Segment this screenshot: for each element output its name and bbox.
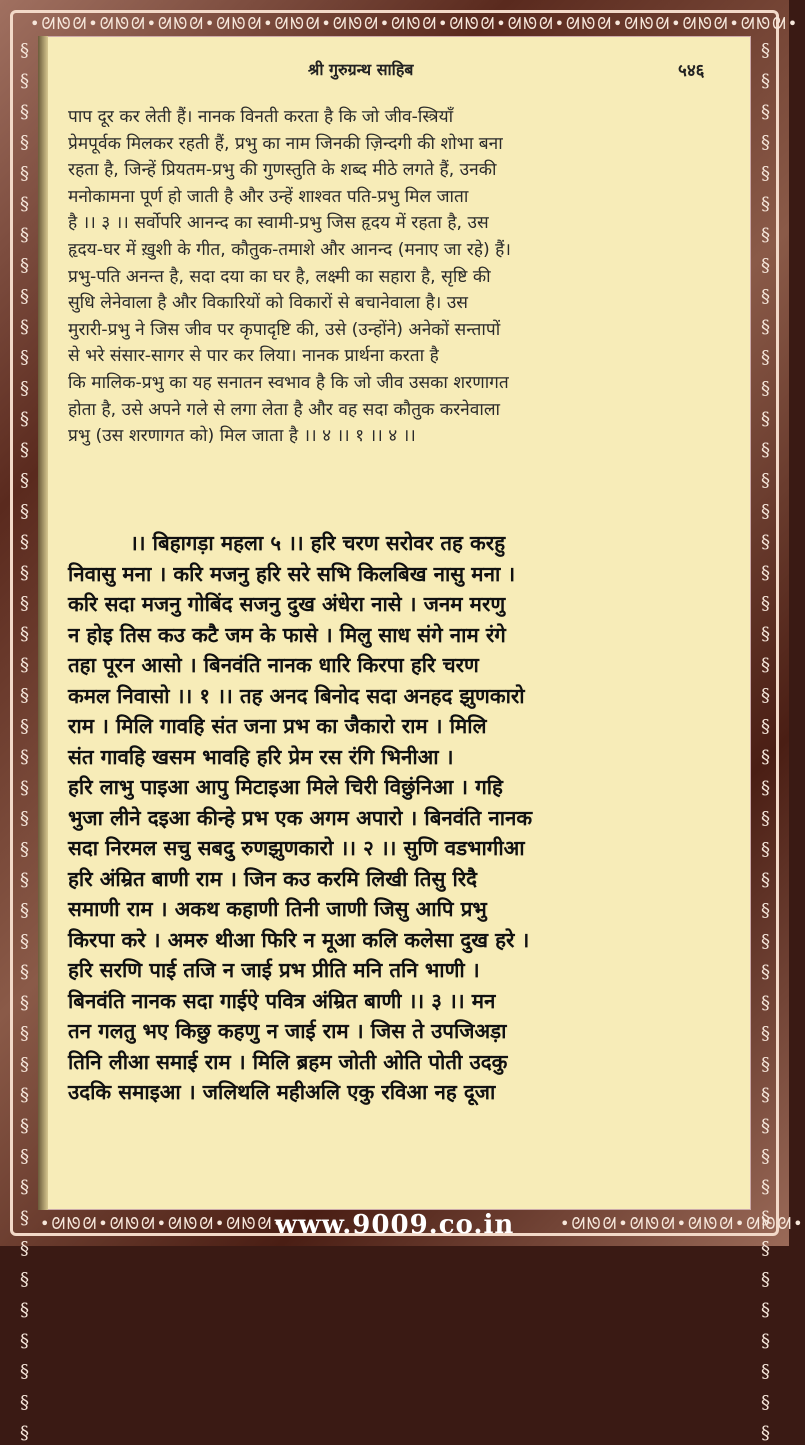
verse-line: न होइ तिस कउ कटै जम के फासे । मिलु साध संगे नाम रंगे [68, 622, 506, 647]
verse-line: हरि लाभु पाइआ आपु मिटाइआ मिले चिरी विछुंनिआ । गहि [68, 775, 503, 799]
left-border-ornament: § § § § § § § § § § § § § § § § § § § § § § § § § § § § § § § § § § § § § § § § § § § § § § [14, 40, 35, 1445]
verse-line: भुजा लीने दइआ कीन्हे प्रभ एक अगम अपारो । बिनवंति नानक [68, 805, 533, 830]
verse-line: ।। बिहागड़ा महला ५ ।। हरि चरण सरोवर तह करहु [130, 531, 506, 555]
running-title: श्री गुरुग्रन्थ साहिब [308, 60, 414, 79]
gurbani-verse-block [68, 528, 738, 1108]
hindi-translation-paragraph [68, 104, 736, 450]
verse-line: राम । मिलि गावहि संत जना प्रभ का जैकारो राम । मिलि [68, 714, 487, 738]
verse-line: तहा पूरन आसो । बिनवंति नानक धारि किरपा हरि चरण [68, 653, 479, 677]
verse-line: सदा निरमल सचु सबदु रुणझुणकारो ।। २ ।। सुणि वडभागीआ [68, 836, 525, 860]
translation-line: से भरे संसार-सागर से पार कर लिया। नानक प्रार्थना करता है [68, 346, 439, 367]
verse-line: किरपा करे । अमरु थीआ फिरि न मूआ कलि कलेसा दुख हरे । [68, 927, 530, 952]
bottom-left-ornament: •ᘛᘚᘛ•ᘛᘚᘛ•ᘛᘚᘛ•ᘛᘚᘛ• [40, 1214, 285, 1233]
translation-line: प्रभु (उस शरणागत को) मिल जाता है ।। ४ ।। १ ।। ४ ।। [68, 426, 416, 447]
right-border-ornament: § § § § § § § § § § § § § § § § § § § § § § § § § § § § § § § § § § § § § § § § § § § § § § [755, 40, 776, 1445]
verse-line: संत गावहि खसम भावहि हरि प्रेम रस रंगि भिनीआ । [68, 744, 454, 769]
translation-line: मनोकामना पूर्ण हो जाती है और उन्हें शाश्वत पति-प्रभु मिल जाता [68, 186, 469, 207]
top-border-ornament: •ᘛᘚᘛ•ᘛᘚᘛ•ᘛᘚᘛ•ᘛᘚᘛ•ᘛᘚᘛ•ᘛᘚᘛ•ᘛᘚᘛ•ᘛᘚᘛ•ᘛᘚᘛ•ᘛᘚᘛ•ᘛᘚᘛ•ᘛᘚᘛ•ᘛᘚᘛ• [30, 14, 800, 33]
translation-line: कि मालिक-प्रभु का यह सनातन स्वभाव है कि जो जीव उसका शरणागत [68, 372, 509, 393]
translation-line: पाप दूर कर लेती हैं। नानक विनती करता है कि जो जीव-स्त्रियाँ [68, 107, 454, 127]
translation-line: प्रभु-पति अनन्त है, सदा दया का घर है, लक्ष्मी का सहारा है, सृष्टि की [68, 266, 491, 287]
translation-line: हृदय-घर में ख़ुशी के गीत, कौतुक-तमाशे और आनन्द (मनाए जा रहे) हैं। [68, 239, 511, 260]
bottom-right-ornament: •ᘛᘚᘛ•ᘛᘚᘛ•ᘛᘚᘛ•ᘛᘚᘛ• [560, 1214, 805, 1233]
translation-line: है ।। ३ ।। सर्वोपरि आनन्द का स्वामी-प्रभु जिस हृदय में रहता है, उस [68, 213, 489, 234]
website-link[interactable]: www.9009.co.in [274, 1210, 515, 1240]
verse-line: तिनि लीआ समाई राम । मिलि ब्रहम जोती ओति पोती उदकु [68, 1049, 508, 1074]
verse-line: हरि सरणि पाई तजि न जाई प्रभ प्रीति मनि तनि भाणी । [68, 958, 480, 982]
translation-line: होता है, उसे अपने गले से लगा लेता है और वह सदा कौतुक करनेवाला [68, 399, 501, 420]
scripture-page [38, 36, 751, 1210]
verse-line: निवासु मना । करि मजनु हरि सरे सभि किलबिख नासु मना । [68, 561, 516, 586]
verse-line: करि सदा मजनु गोबिंद सजनु दुख अंधेरा नासे । जनम मरणु [68, 592, 506, 616]
translation-line: सुधि लेनेवाला है और विकारियों को विकारों से बचानेवाला है। उस [68, 293, 468, 314]
verse-line: हरि अंम्रित बाणी राम । जिन कउ करमि लिखी तिसु रिदै [68, 866, 478, 891]
verse-line: उदकि समाइआ । जलिथलि महीअलि एकु रविआ नह दूजा [68, 1080, 496, 1104]
verse-line: तन गलतु भए किछु कहणु न जाई राम । जिस ते उपजिअड़ा [68, 1019, 507, 1043]
translation-line: मुरारी-प्रभु ने जिस जीव पर कृपादृष्टि की, उसे (उन्होंने) अनेकों सन्तापों [68, 319, 501, 340]
translation-line: प्रेमपूर्वक मिलकर रहती हैं, प्रभु का नाम जिनकी ज़िन्दगी की शोभा बना [68, 133, 503, 154]
page-number: ५४६ [678, 61, 705, 81]
translation-line: रहता है, जिन्हें प्रियतम-प्रभु की गुणस्तुति के शब्द मीठे लगते हैं, उनकी [68, 160, 497, 181]
verse-line: बिनवंति नानक सदा गाईऐ पवित्र अंम्रित बाणी ।। ३ ।। मन [68, 988, 496, 1013]
verse-line: कमल निवासो ।। १ ।। तह अनद बिनोद सदा अनहद झुणकारो [68, 683, 525, 708]
verse-line: समाणी राम । अकथ कहाणी तिनी जाणी जिसु आपि प्रभु [68, 897, 487, 921]
